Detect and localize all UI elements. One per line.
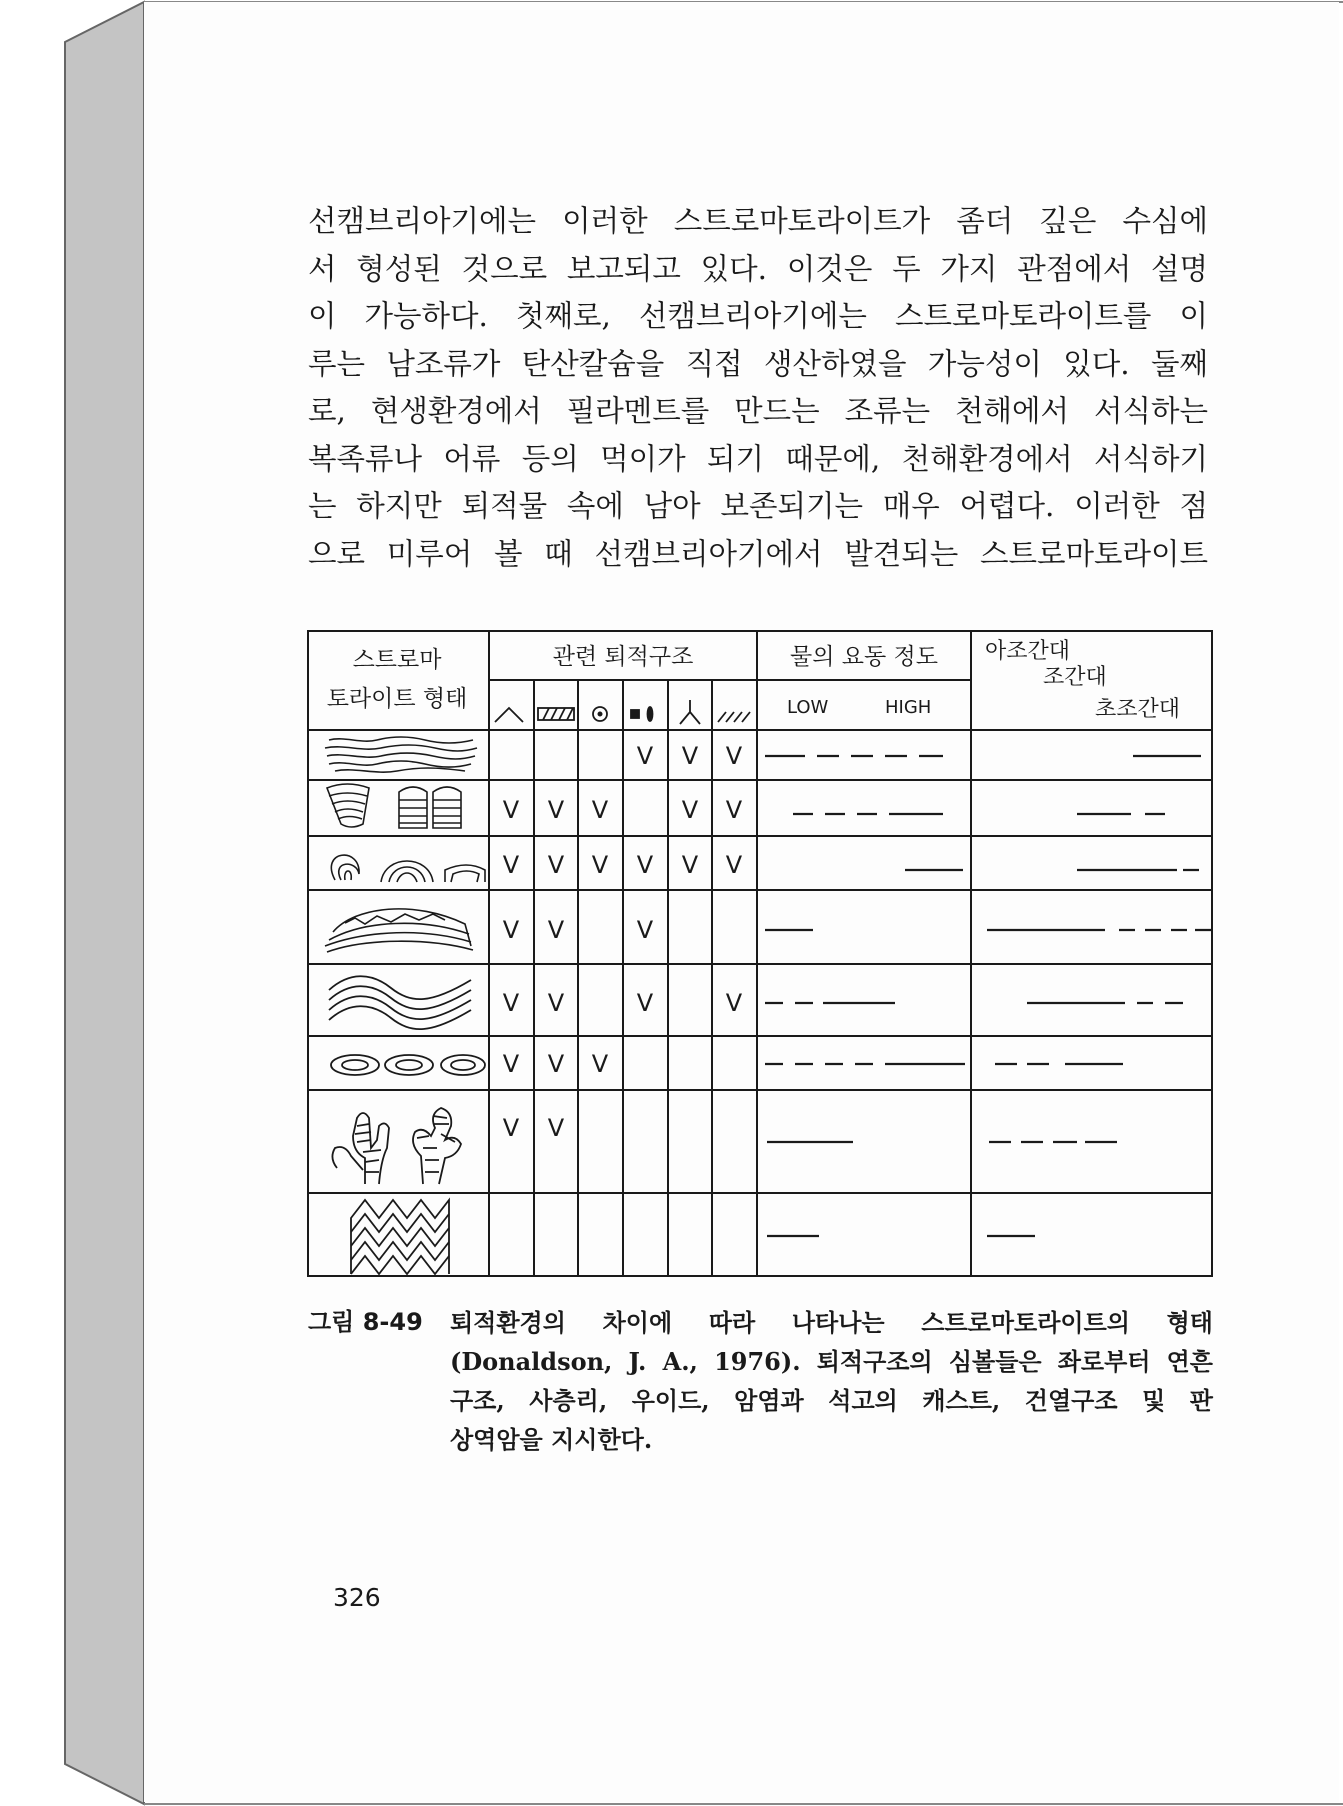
convolute-structure-icon [495, 708, 523, 722]
page-number: 326 [333, 1583, 381, 1612]
branching-columnar-icon [332, 1108, 461, 1184]
void-icon [593, 707, 607, 721]
text-line: 서 형성된 것으로 보고되고 있다. 이것은 두 가지 관점에서 설명 [308, 251, 1208, 286]
check-mark: V [591, 796, 609, 824]
caption-line: 구조, 사층리, 우이드, 암염과 석고의 캐스트, 건열구조 및 판 [450, 1386, 1213, 1415]
zone-subtidal: 초조간대 [1095, 697, 1181, 722]
cross-bedding-icon [538, 708, 574, 720]
check-mark: V [502, 1050, 520, 1078]
book-spine [65, 2, 144, 1804]
check-mark: V [502, 851, 520, 879]
wavy-undulose-icon [329, 976, 471, 1029]
text-line: 루는 남조류가 탄산칼슘을 직접 생산하였을 가능성이 있다. 둘째 [308, 346, 1208, 381]
check-mark: V [547, 1050, 565, 1078]
check-mark: V [636, 851, 654, 879]
header-form-line2: 토라이트 형태 [326, 686, 468, 712]
table-frame [308, 631, 1212, 1276]
zone-intertidal: 조간대 [1043, 665, 1107, 690]
check-mark: V [547, 916, 565, 944]
tidal-zone-ranges [987, 756, 1211, 1236]
text-line: 로, 현생환경에서 필라멘트를 만드는 조류는 천해에서 서식하는 [308, 394, 1208, 428]
text-line: 는 하지만 퇴적물 속에 남아 보존되기는 매우 어렵다. 이러한 점 [308, 489, 1208, 523]
check-mark: V [725, 989, 743, 1017]
check-mark: V [591, 1050, 609, 1078]
domal-concentric-icon [331, 855, 485, 882]
header-agitation: 물의 요동 정도 [790, 644, 938, 670]
check-mark: V [681, 742, 699, 770]
text-line: 복족류나 어류 등의 먹이가 되기 때문에, 천해환경에서 서식하기 [308, 441, 1208, 476]
wavy-laminated-mat-icon [325, 737, 477, 772]
header-structures: 관련 퇴적구조 [552, 644, 694, 670]
zone-supratidal: 아조간대 [985, 639, 1071, 664]
check-mark: V [502, 916, 520, 944]
body-paragraph [308, 198, 1208, 578]
check-mark: V [636, 989, 654, 1017]
text-line: 선캠브리아기에는 이러한 스트로마토라이트가 좀더 깊은 수심에 [308, 204, 1208, 238]
columnar-laminated-icon [327, 784, 461, 828]
agitation-high: HIGH [885, 697, 932, 718]
check-mark: V [591, 851, 609, 879]
stromatolite-table-figure [305, 628, 1220, 1282]
agitation-low: LOW [787, 697, 829, 718]
evaporite-cast-icon [631, 707, 653, 721]
check-mark: V [547, 1114, 565, 1142]
check-mark: V [725, 851, 743, 879]
check-mark: V [681, 851, 699, 879]
caption-line: 퇴적환경의 차이에 따라 나타나는 스트로마토라이트의 형태 [450, 1308, 1213, 1337]
check-mark: V [725, 742, 743, 770]
low-domal-crinkled-icon [325, 909, 473, 952]
text-line: 으로 미루어 볼 때 선캠브리아기에서 발견되는 스트로마토라이트 [308, 536, 1208, 571]
check-mark: V [502, 1114, 520, 1142]
check-mark: V [502, 989, 520, 1017]
caption-line: 상역암을 지시한다. [450, 1425, 653, 1454]
check-mark: V [681, 796, 699, 824]
check-mark: V [725, 796, 743, 824]
check-mark: V [547, 796, 565, 824]
conical-stromatolite-icon [351, 1200, 449, 1274]
check-mark: V [547, 851, 565, 879]
header-form-line1: 스트로마 [352, 647, 442, 673]
check-mark: V [636, 916, 654, 944]
water-agitation-ranges [765, 756, 965, 1236]
caption-line: (Donaldson, J. A., 1976). 퇴적구조의 심볼들은 좌로부터 연흔 [450, 1347, 1213, 1376]
flaser-icon [718, 712, 750, 722]
caption-label: 그림 8-49 [308, 1308, 423, 1336]
caption-body [450, 1303, 1213, 1459]
text-line: 이 가능하다. 첫째로, 선캠브리아기에는 스트로마토라이트를 이 [308, 299, 1208, 333]
check-mark: V [547, 989, 565, 1017]
check-mark: V [502, 796, 520, 824]
check-mark: V [636, 742, 654, 770]
desiccation-structure-icon [680, 700, 700, 724]
oncolite-icon [331, 1055, 485, 1075]
